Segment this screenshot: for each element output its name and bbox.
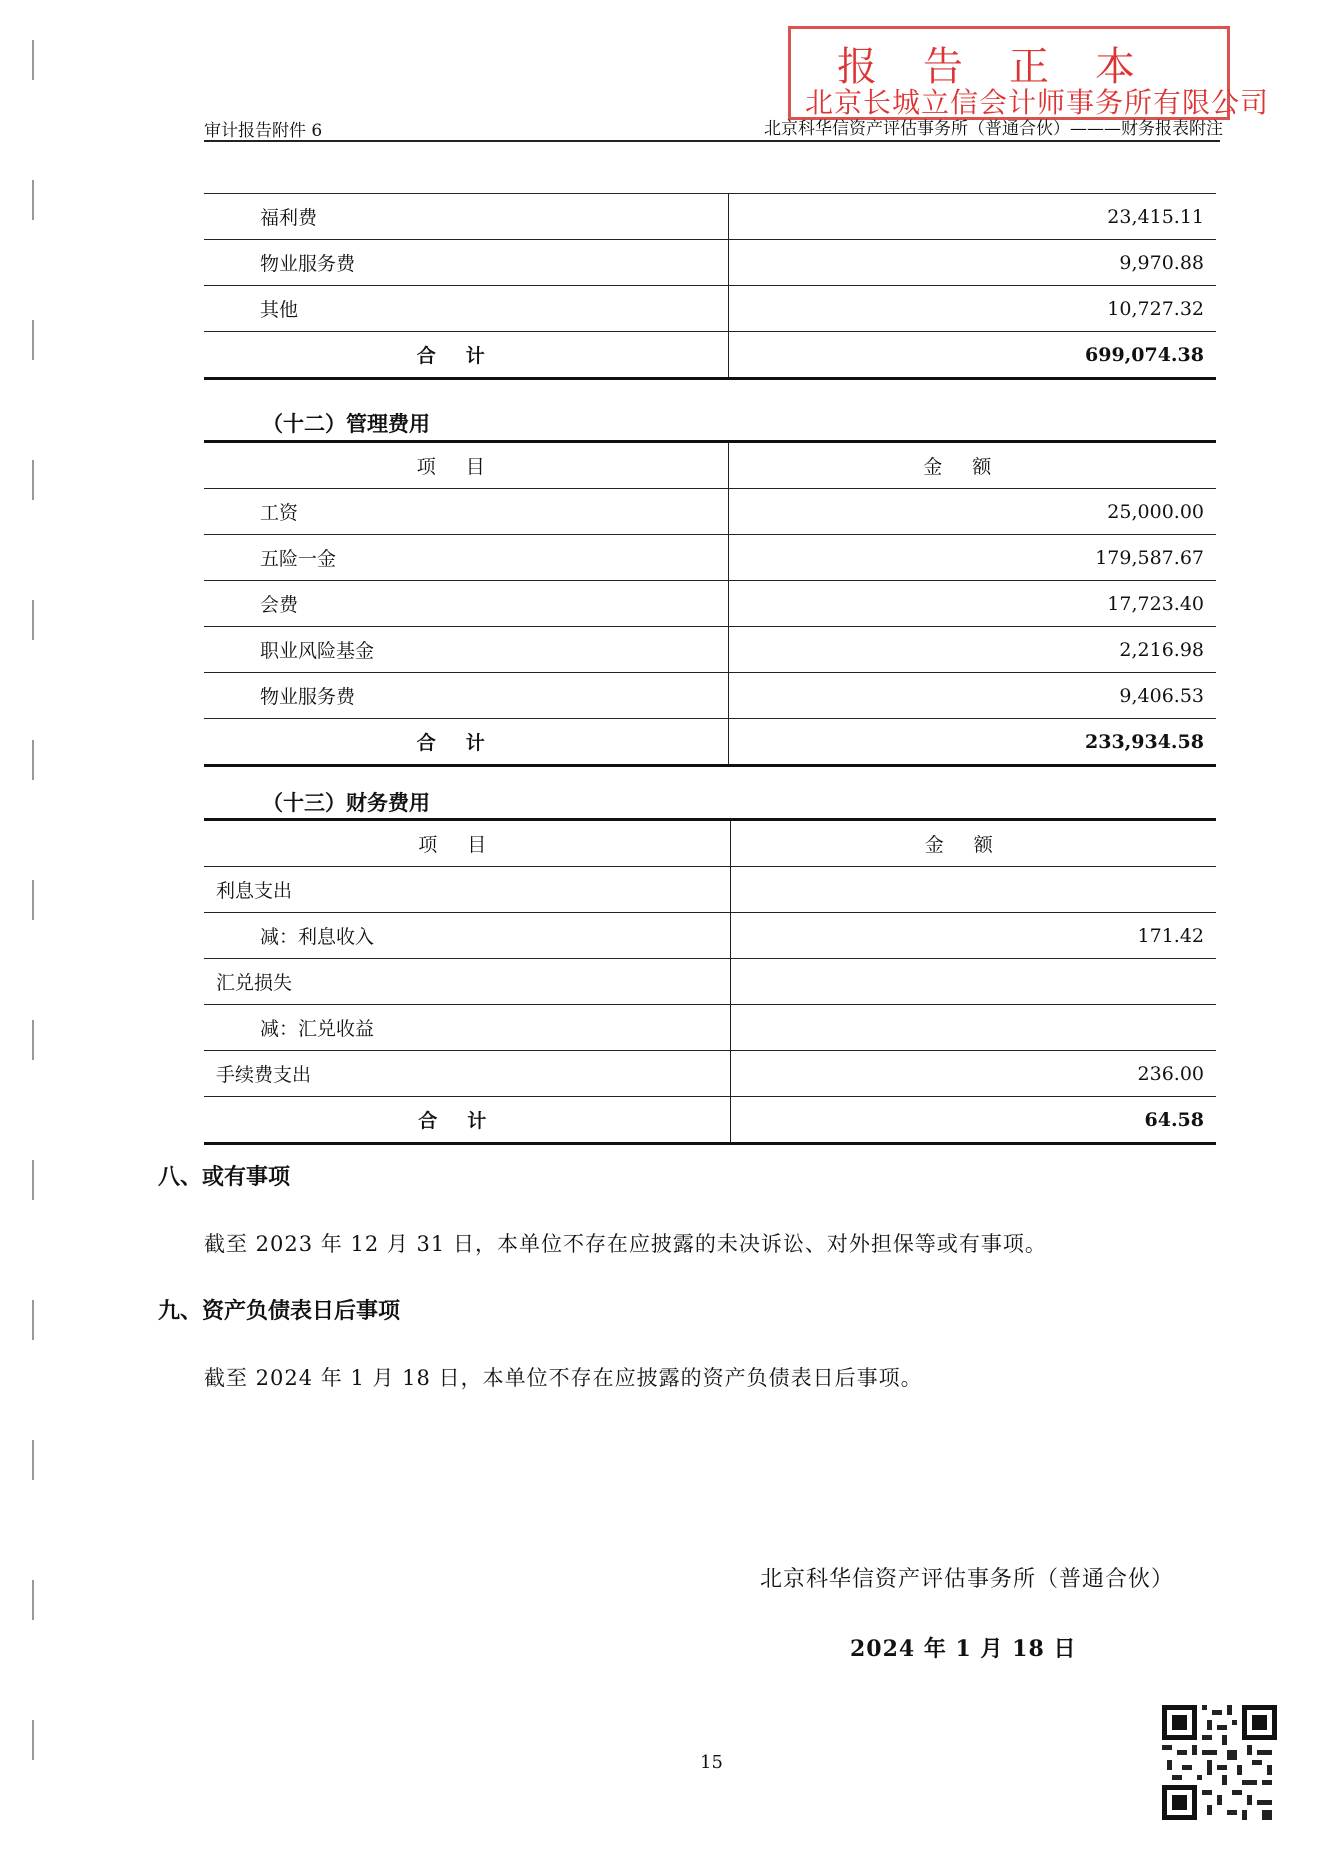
table-row (204, 581, 1216, 627)
fin-expense-title: （十三）财务费用 (262, 790, 430, 815)
table-row (204, 535, 1216, 581)
report-original-stamp (788, 26, 1270, 120)
table-row (204, 286, 1216, 332)
row-label: 工资 (204, 489, 728, 535)
col-amount: 金额 (728, 442, 1216, 489)
binder-mark (14, 460, 34, 500)
total-label: 合计 (204, 1097, 731, 1144)
row-amount: 10,727.32 (728, 286, 1216, 332)
row-amount: 9,970.88 (728, 240, 1216, 286)
binder-mark (14, 40, 34, 80)
table-row (204, 1005, 1216, 1051)
total-row (204, 719, 1216, 766)
binder-mark (14, 880, 34, 920)
header-rule (204, 140, 1220, 142)
row-label: 减：利息收入 (204, 913, 731, 959)
binder-mark (14, 1580, 34, 1620)
total-amount: 233,934.58 (728, 719, 1216, 766)
row-amount: 171.42 (731, 913, 1216, 959)
total-label: 合计 (204, 332, 728, 379)
sales-expense-table-continued (204, 193, 1216, 380)
binder-mark (14, 1720, 34, 1760)
row-amount: 9,406.53 (728, 673, 1216, 719)
row-label: 利息支出 (204, 867, 731, 913)
row-amount: 25,000.00 (728, 489, 1216, 535)
section9-text: 截至 2024 年 1 月 18 日，本单位不存在应披露的资产负债表日后事项。 (204, 1366, 923, 1390)
table-row (204, 913, 1216, 959)
row-label: 福利费 (204, 194, 728, 240)
row-amount (731, 867, 1216, 913)
table-row (204, 673, 1216, 719)
col-item: 项目 (204, 442, 728, 489)
binder-mark (14, 1440, 34, 1480)
section8-text: 截至 2023 年 12 月 31 日，本单位不存在应披露的未决诉讼、对外担保等或有事项。 (204, 1232, 1047, 1256)
section9-title: 九、资产负债表日后事项 (158, 1298, 401, 1324)
row-label: 物业服务费 (204, 240, 728, 286)
binder-mark (14, 1300, 34, 1340)
fin-expense-table (204, 818, 1216, 1145)
row-label: 职业风险基金 (204, 627, 728, 673)
table-row (204, 194, 1216, 240)
table-row (204, 1051, 1216, 1097)
qr-code-icon (1162, 1705, 1277, 1820)
mgmt-expense-title: （十二）管理费用 (262, 411, 430, 436)
row-label: 手续费支出 (204, 1051, 731, 1097)
total-amount: 64.58 (731, 1097, 1216, 1144)
binder-mark (14, 600, 34, 640)
total-row (204, 1097, 1216, 1144)
row-amount: 236.00 (731, 1051, 1216, 1097)
mgmt-expense-table (204, 440, 1216, 767)
signature-org: 北京科华信资产评估事务所（普通合伙） (760, 1567, 1175, 1592)
total-row (204, 332, 1216, 379)
stamp-line2: 北京长城立信会计师事务所有限公司 (805, 86, 1270, 119)
binder-mark (14, 1020, 34, 1060)
total-amount: 699,074.38 (728, 332, 1216, 379)
binder-mark (14, 180, 34, 220)
table-row (204, 627, 1216, 673)
table-header-row (204, 820, 1216, 867)
row-label: 减：汇兑收益 (204, 1005, 731, 1051)
row-amount: 2,216.98 (728, 627, 1216, 673)
col-item: 项目 (204, 820, 731, 867)
row-label: 其他 (204, 286, 728, 332)
total-label: 合计 (204, 719, 728, 766)
row-label: 会费 (204, 581, 728, 627)
signature-date: 2024 年 1 月 18 日 (850, 1636, 1077, 1662)
binder-mark (14, 320, 34, 360)
table-header-row (204, 442, 1216, 489)
table-row (204, 240, 1216, 286)
page-number: 15 (700, 1752, 723, 1773)
row-label: 物业服务费 (204, 673, 728, 719)
header-right: 北京科华信资产评估事务所（普通合伙）———财务报表附注 (764, 119, 1223, 139)
row-label: 汇兑损失 (204, 959, 731, 1005)
row-amount (731, 959, 1216, 1005)
row-amount: 179,587.67 (728, 535, 1216, 581)
binder-mark (14, 1160, 34, 1200)
table-row (204, 867, 1216, 913)
stamp-line1: 报告正本 (837, 44, 1181, 90)
table-row (204, 959, 1216, 1005)
binder-mark (14, 740, 34, 780)
row-amount: 23,415.11 (728, 194, 1216, 240)
section8-title: 八、或有事项 (158, 1164, 291, 1190)
row-amount (731, 1005, 1216, 1051)
col-amount: 金额 (731, 820, 1216, 867)
table-row (204, 489, 1216, 535)
row-amount: 17,723.40 (728, 581, 1216, 627)
row-label: 五险一金 (204, 535, 728, 581)
header-left: 审计报告附件 6 (204, 121, 323, 141)
